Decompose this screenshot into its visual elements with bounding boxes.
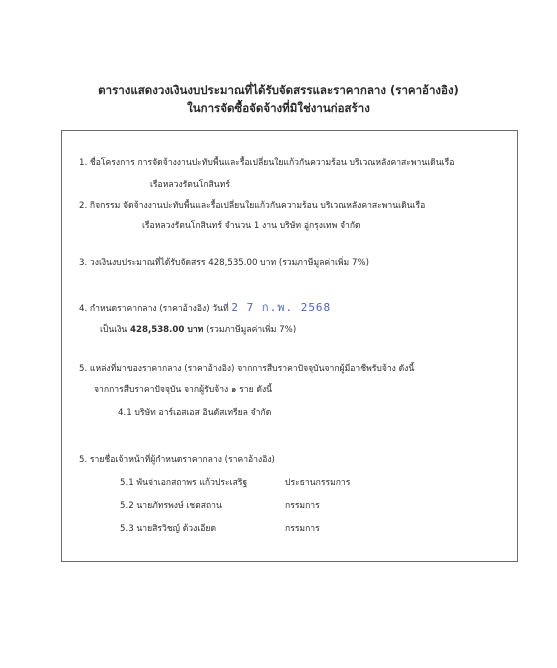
item-1-line-1: 1. ชื่อโครงการ การจัดจ้างงานปะทับพื้นและรื้อเปลี่ยนใยแก้วกันความร้อน บริเวณหลังคาสะพานเดินเรือ [79, 158, 455, 168]
committee-role: ประธานกรรมการ [285, 478, 351, 488]
committee-row [120, 521, 216, 535]
committee-name: นายสิรวิชญ์ ด้วงเอียด [136, 524, 217, 534]
item-6-heading: 5. รายชื่อเจ้าหน้าที่ผู้กำหนดราคากลาง (ราคาอ้างอิง) [79, 455, 275, 465]
item-4-line-1 [79, 298, 331, 316]
committee-num: 5.2 [120, 501, 134, 511]
item-4-line-2 [100, 322, 296, 336]
committee-num: 5.1 [120, 478, 134, 488]
item-2-line-2: เรือหลวงรัตนโกสินทร์ จำนวน 1 งาน บริษัท อู่กรุงเทพ จำกัด [142, 221, 361, 231]
item-4-prefix: 4. กำหนดราคากลาง (ราคาอ้างอิง) วันที่ [79, 304, 229, 314]
item-3-budget: 3. วงเงินงบประมาณที่ได้รับจัดสรร 428,535.00 บาท (รวมภาษีมูลค่าเพิ่ม 7%) [79, 258, 369, 268]
item-4-amount: 428,538.00 บาท [130, 325, 204, 335]
document-title: ตารางแสดงวงเงินงบประมาณที่ได้รับจัดสรรและราคากลาง (ราคาอ้างอิง) [98, 83, 459, 97]
item-4-amount-suffix: (รวมภาษีมูลค่าเพิ่ม 7%) [206, 325, 297, 335]
item-1-line-2: เรือหลวงรัตนโกสินทร์ [150, 180, 230, 190]
item-5-line-1: 5. แหล่งที่มาของราคากลาง (ราคาอ้างอิง) จากการสืบราคาปัจจุบันจากผู้มีอาชีพรับจ้าง ดังนี้ [79, 364, 415, 374]
committee-role: กรรมการ [285, 501, 320, 511]
item-4-amount-label: เป็นเงิน [100, 325, 128, 335]
committee-num: 5.3 [120, 524, 134, 534]
committee-name: พันจ่าเอกสถาพร แก้วประเสริฐ [136, 478, 248, 488]
document-subtitle: ในการจัดซื้อจัดจ้างที่มิใช่งานก่อสร้าง [187, 101, 370, 115]
committee-row [120, 475, 247, 489]
item-2-line-1: 2. กิจกรรม จัดจ้างงานปะทับพื้นและรื้อเปลี่ยนใยแก้วกันความร้อน บริเวณหลังคาสะพานเดินเรือ [79, 201, 426, 211]
committee-row [120, 498, 222, 512]
handwritten-date: 2 7 ก.พ. 2568 [231, 301, 332, 314]
committee-role: กรรมการ [285, 524, 320, 534]
item-5-line-2: จากการสืบราคาปัจจุบัน จากผู้รับจ้าง ๑ ราย ดังนี้ [94, 385, 273, 395]
committee-name: นายภัทรพงษ์ เชตสถาน [136, 501, 222, 511]
item-5-sub-1: 4.1 บริษัท อาร์เอสเอส อินดัสเทรียล จำกัด [118, 408, 272, 418]
